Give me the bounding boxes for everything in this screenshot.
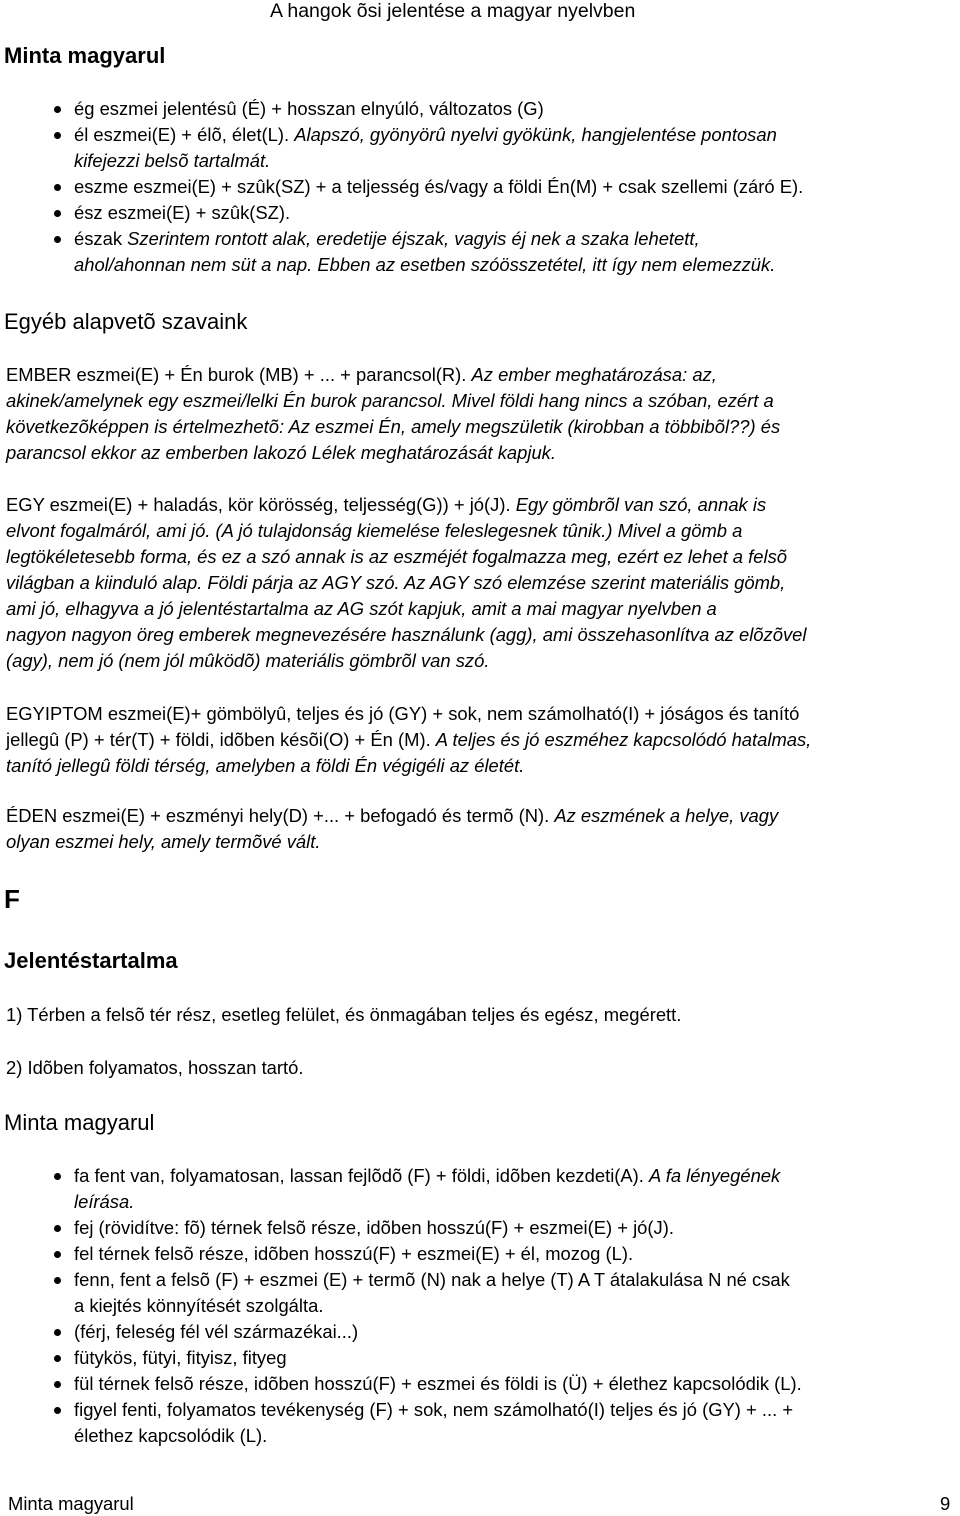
letter-heading-f: F bbox=[4, 884, 20, 914]
list-item: (férj, feleség fél vél származékai...) bbox=[0, 1319, 960, 1345]
list-item: ég eszmei jelentésû (É) + hosszan elnyúló, változatos (G) bbox=[0, 96, 960, 122]
bullet-list-f-words bbox=[0, 1163, 960, 1449]
paragraph-eden: ÉDEN eszmei(E) + eszményi hely(D) +... + befogadó és termõ (N). Az eszmének a helye, vagy olyan eszmei hely, amely termõvé vált. bbox=[6, 805, 779, 852]
list-item: él eszmei(E) + élõ, élet(L). Alapszó, gyönyörû nyelvi gyökünk, hangjelentése pontosan kifejezzi belsõ tartalmát. bbox=[0, 122, 960, 174]
list-item: fa fent van, folyamatosan, lassan fejlõdõ (F) + földi, idõben kezdeti(A). A fa lényegének leírása. bbox=[0, 1163, 960, 1215]
section-heading-egyeb-szavaink: Egyéb alapvetõ szavaink bbox=[4, 309, 248, 334]
list-item: észak Szerintem rontott alak, eredetije éjszak, vagyis éj nek a szaka lehetett, ahol/ahonnan nem süt a nap. Ebben az esetben szóösszetétel, itt így nem elemezzük. bbox=[0, 226, 960, 278]
meaning-temporal: 2) Idõben folyamatos, hosszan tartó. bbox=[6, 1057, 304, 1078]
list-item: fel térnek felsõ része, idõben hosszú(F) + eszmei(E) + él, mozog (L). bbox=[0, 1241, 960, 1267]
page-number: 9 bbox=[940, 1493, 951, 1514]
list-item: ész eszmei(E) + szûk(SZ). bbox=[0, 200, 960, 226]
meaning-spatial: 1) Térben a felsõ tér rész, esetleg felület, és önmagában teljes és egész, megérett. bbox=[6, 1004, 682, 1025]
paragraph-egyiptom: EGYIPTOM eszmei(E)+ gömbölyû, teljes és jó (GY) + sok, nem számolható(I) + jóságos és tanító jellegû (P) + tér(T) + földi, idõben késõi(O) + Én (M). A teljes és jó eszméhez kapcsolódó hatalmas, tanító jellegû földi térség, amelyben a földi Én végigéli az életét. bbox=[6, 703, 812, 776]
list-item: fül térnek felsõ része, idõben hosszú(F) + eszmei és földi is (Ü) + élethez kapcsolódik (L). bbox=[0, 1371, 960, 1397]
paragraph-ember: EMBER eszmei(E) + Én burok (MB) + ... + parancsol(R). Az ember meghatározása: az, akinek/amelynek egy eszmei/lelki Én burok parancsol. Mivel földi hang nincs a szóban, ezért a következõképpen is értelmezhetõ: Az eszmei Én, amely megszületik (kirobban a többibõl??) és parancsol ekkor az emberben lakozó Lélek meghatározását kapjuk. bbox=[6, 364, 781, 463]
subheading-jelentestartalma: Jelentéstartalma bbox=[4, 948, 178, 973]
running-header: A hangok õsi jelentése a magyar nyelvben bbox=[270, 0, 636, 22]
footer-section-name: Minta magyarul bbox=[8, 1493, 134, 1514]
list-item: fütykös, fütyi, fityisz, fityeg bbox=[0, 1345, 960, 1371]
list-item: figyel fenti, folyamatos tevékenység (F) + sok, nem számolható(I) teljes és jó (GY) + ... + élethez kapcsolódik (L). bbox=[0, 1397, 960, 1449]
paragraph-egy: EGY eszmei(E) + haladás, kör körösség, teljesség(G)) + jó(J). Egy gömbrõl van szó, annak is elvont fogalmáról, ami jó. (A jó tulajdonság kiemelése feleslegesnek tûnik.) Mivel a gömb a legtökéletesebb forma, és ez a szó annak is az eszméjét fogalmazza meg, ezért ez lehet a felsõ világban a kiinduló alap. Földi párja az AGY szó. Az AGY szó elemzése szerint materiális gömb, ami jó, elhagyva a jó jelentéstartalma az AG szót kapjuk, amit a mai magyar nyelvben a nagyon nagyon öreg emberek megnevezésére használunk (agg), ami összehasonlítva az elõzõvel (agy), nem jó (nem jól mûködõ) materiális gömbrõl van szó. bbox=[6, 494, 807, 671]
list-item: fenn, fent a felsõ (F) + eszmei (E) + termõ (N) nak a helye (T) A T átalakulása N né csak a kiejtés könnyítését szolgálta. bbox=[0, 1267, 960, 1319]
section-heading-minta-magyarul: Minta magyarul bbox=[4, 43, 166, 68]
bullet-list-el-words bbox=[0, 96, 960, 278]
list-item: fej (rövidítve: fõ) térnek felsõ része, idõben hosszú(F) + eszmei(E) + jó(J). bbox=[0, 1215, 960, 1241]
section-heading-minta-magyarul-f: Minta magyarul bbox=[4, 1110, 155, 1135]
list-item: eszme eszmei(E) + szûk(SZ) + a teljesség és/vagy a földi Én(M) + csak szellemi (záró E). bbox=[0, 174, 960, 200]
